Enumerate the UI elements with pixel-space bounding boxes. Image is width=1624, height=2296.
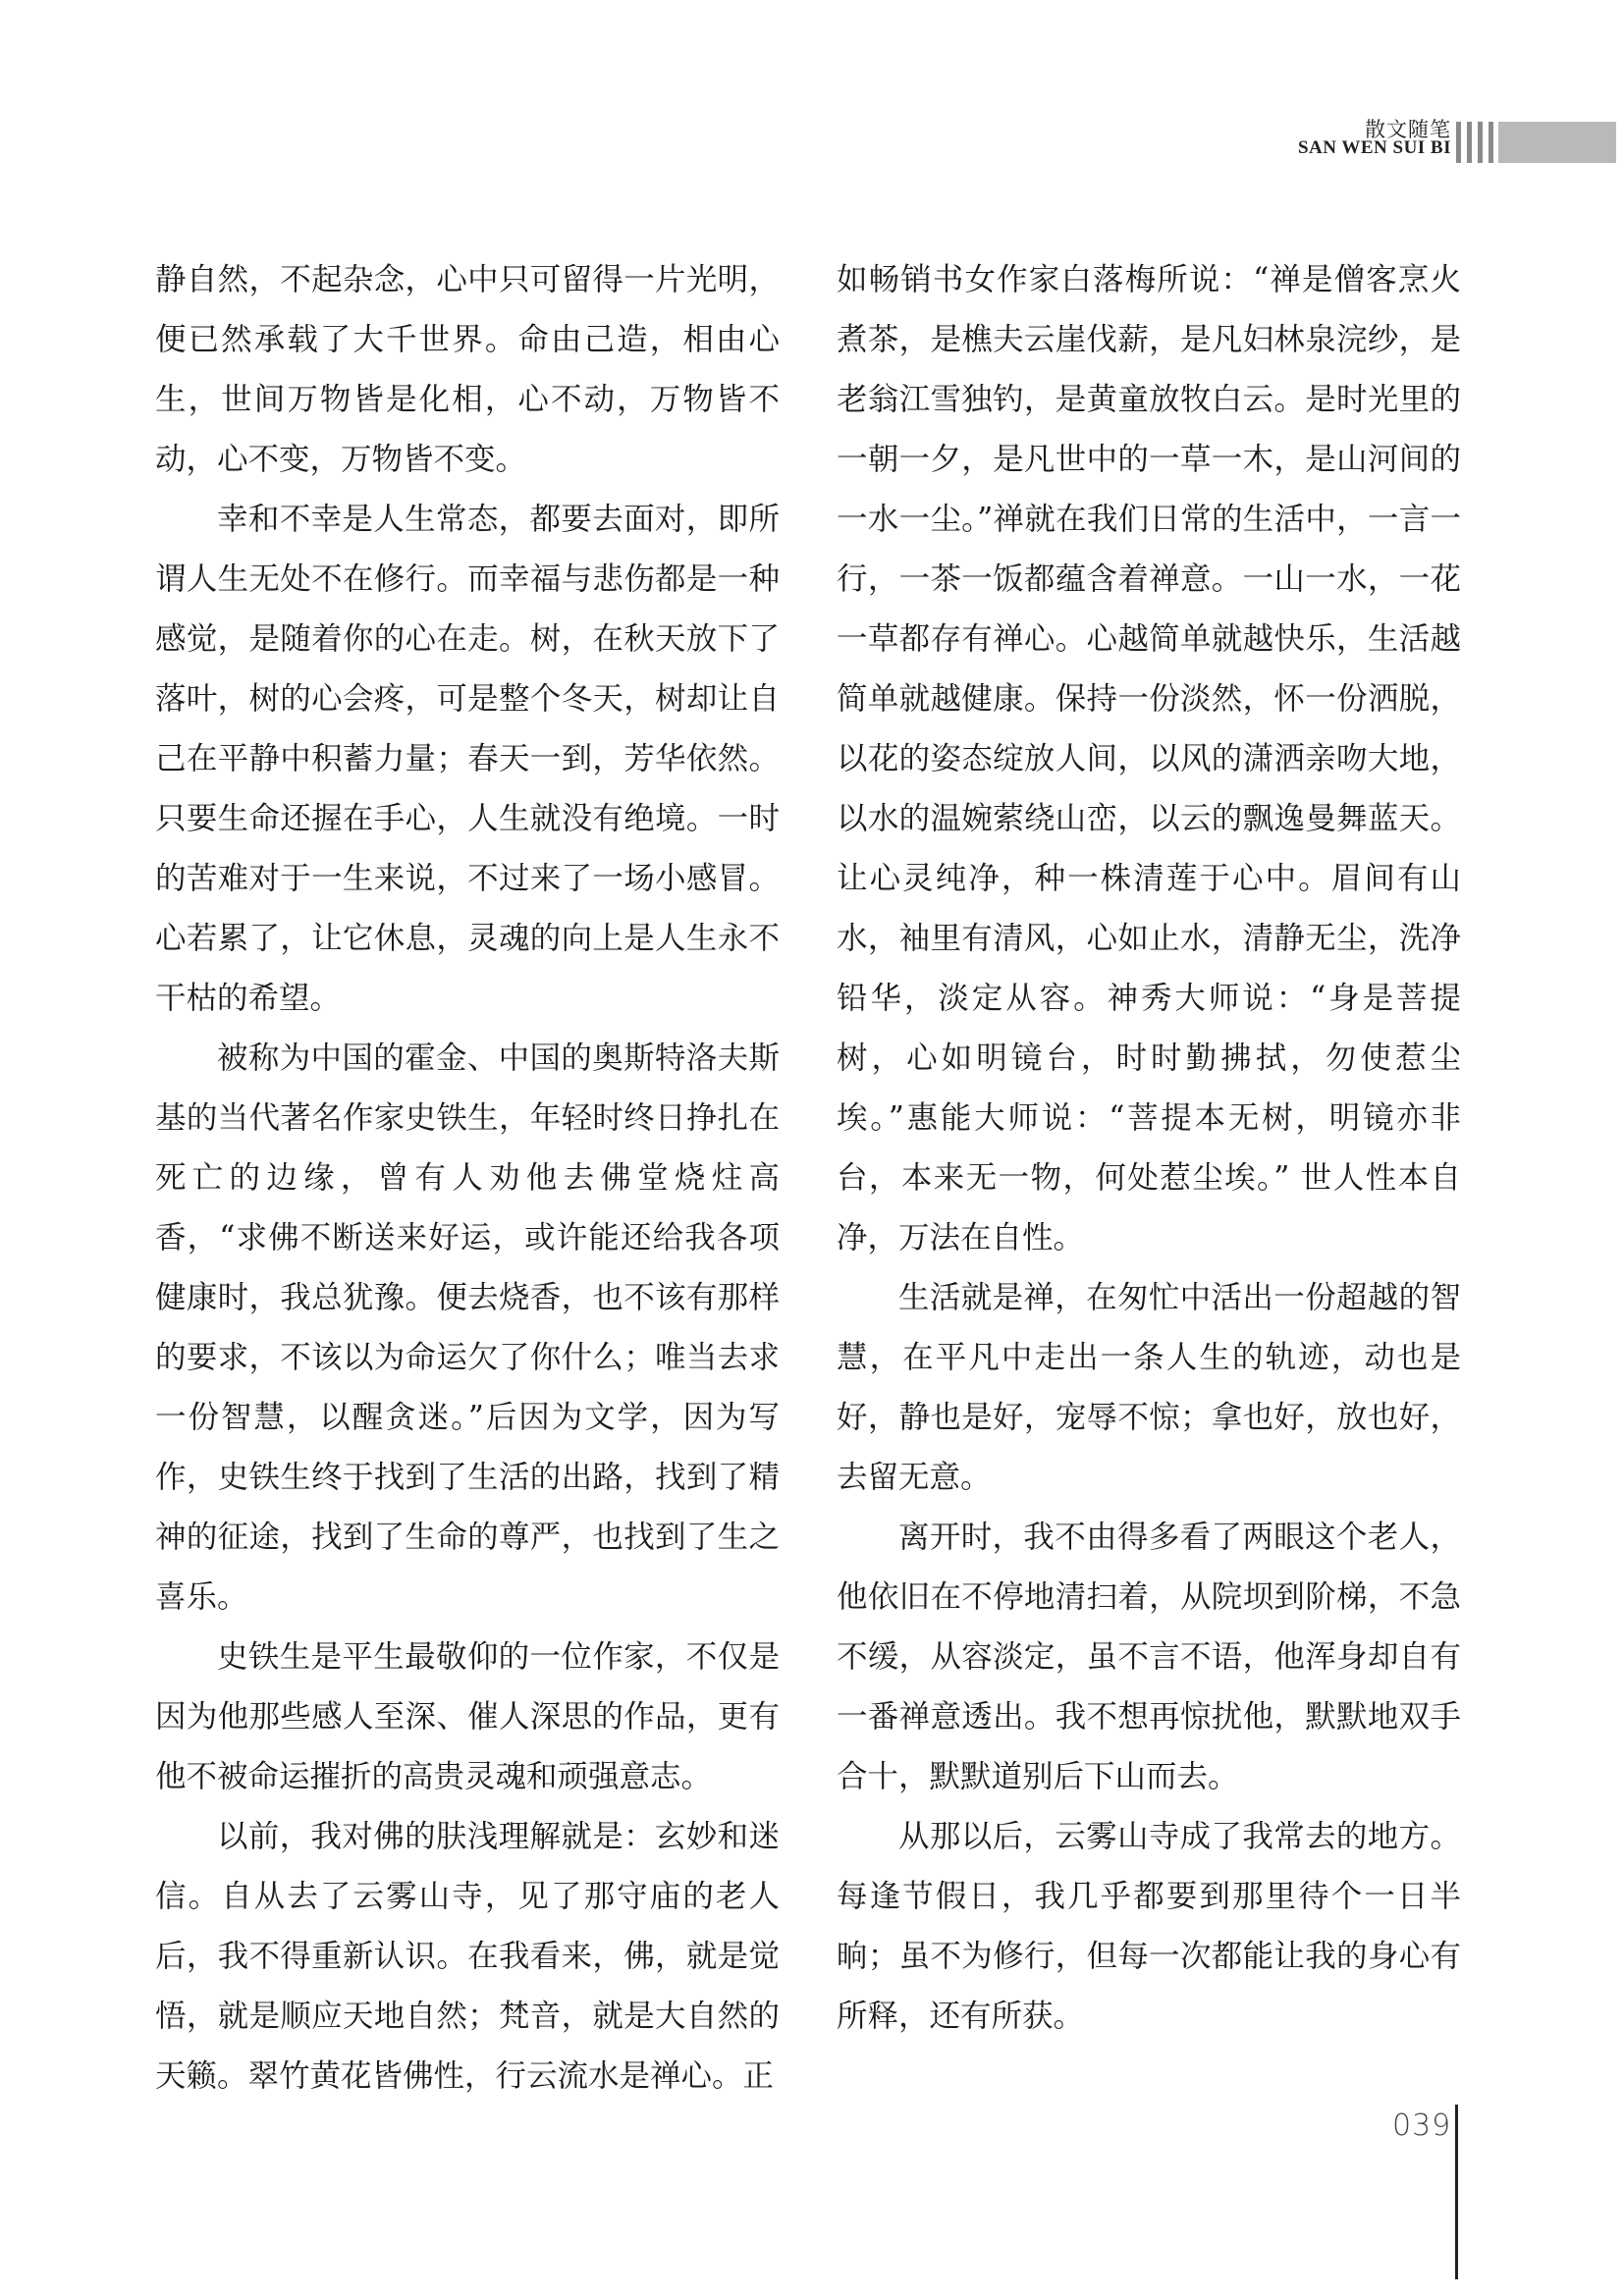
paragraph: 从那以后，云雾山寺成了我常去的地方。每逢节假日，我几乎都要到那里待个一日半晌；虽不为修行，但每一次都能让我的身心有所释，还有所获。 (837, 1819, 1461, 2034)
paragraph: 被称为中国的霍金、中国的奥斯特洛夫斯基的当代著名作家史铁生，年轻时终日挣扎在死亡的边缘，曾有人劝他去佛堂烧炷高香，“求佛不断送来好运，或许能还给我各项健康时，我总犹豫。便去烧香，也不该有那样的要求，不该以为命运欠了你什么；唯当去求一份智慧，以醒贪迷。”后因为文学，因为写作，史铁生终于找到了生活的出路，找到了精神的征途，找到了生命的尊严，也找到了生之喜乐。 (155, 1041, 780, 1615)
page-number: 039 (1392, 2109, 1452, 2143)
paragraph: 史铁生是平生最敬仰的一位作家，不仅是因为他那些感人至深、催人深思的作品，更有他不被命运摧折的高贵灵魂和顽强意志。 (155, 1639, 780, 1794)
paragraph: 离开时，我不由得多看了两眼这个老人，他依旧在不停地清扫着，从院坝到阶梯，不急不缓，从容淡定，虽不言不语，他浑身却自有一番禅意透出。我不想再惊扰他，默默地双手合十，默默道别后下山而去。 (837, 1520, 1461, 1794)
paragraph: 幸和不幸是人生常态，都要去面对，即所谓人生无处不在修行。而幸福与悲伤都是一种感觉，是随着你的心在走。树，在秋天放下了落叶，树的心会疼，可是整个冬天，树却让自己在平静中积蓄力量；春天一到，芳华依然。只要生命还握在手心，人生就没有绝境。一时的苦难对于一生来说，不过来了一场小感冒。心若累了，让它休息，灵魂的向上是人生永不干枯的希望。 (155, 502, 780, 1016)
right-column (837, 250, 1461, 2047)
header-decoration-block (1498, 122, 1616, 163)
section-romanized-title: SAN WEN SUI BI (1297, 137, 1451, 158)
page-number-rule (1455, 2105, 1458, 2279)
paragraph: 以前，我对佛的肤浅理解就是：玄妙和迷信。自从去了云雾山寺，见了那守庙的老人后，我不得重新认识。在我看来，佛，就是觉悟，就是顺应天地自然；梵音，就是大自然的天籁。翠竹黄花皆佛性，行云流水是禅心。正 (155, 1819, 780, 2094)
paragraph: 静自然，不起杂念，心中只可留得一片光明，便已然承载了大千世界。命由己造，相由心生，世间万物皆是化相，心不动，万物皆不动，心不变，万物皆不变。 (155, 262, 780, 477)
paragraph: 生活就是禅，在匆忙中活出一份超越的智慧，在平凡中走出一条人生的轨迹，动也是好，静也是好，宠辱不惊；拿也好，放也好，去留无意。 (837, 1280, 1461, 1495)
paragraph: 如畅销书女作家白落梅所说：“禅是僧客烹火煮茶，是樵夫云崖伐薪，是凡妇林泉浣纱，是老翁江雪独钓，是黄童放牧白云。是时光里的一朝一夕，是凡世中的一草一木，是山河间的一水一尘。”禅就在我们日常的生活中，一言一行，一茶一饭都蕴含着禅意。一山一水，一花一草都存有禅心。心越简单就越快乐，生活越简单就越健康。保持一份淡然，怀一份洒脱，以花的姿态绽放人间，以风的潇洒亲吻大地，以水的温婉萦绕山峦，以云的飘逸曼舞蓝天。让心灵纯净，种一株清莲于心中。眉间有山水，袖里有清风，心如止水，清静无尘，洗净铅华，淡定从容。神秀大师说：“身是菩提树，心如明镜台，时时勤拂拭，勿使惹尘埃。”惠能大师说：“菩提本无树，明镜亦非台，本来无一物，何处惹尘埃。” 世人性本自净，万法在自性。 (837, 262, 1461, 1255)
section-title: 散文随笔 (1365, 118, 1451, 141)
left-column (155, 250, 780, 2107)
